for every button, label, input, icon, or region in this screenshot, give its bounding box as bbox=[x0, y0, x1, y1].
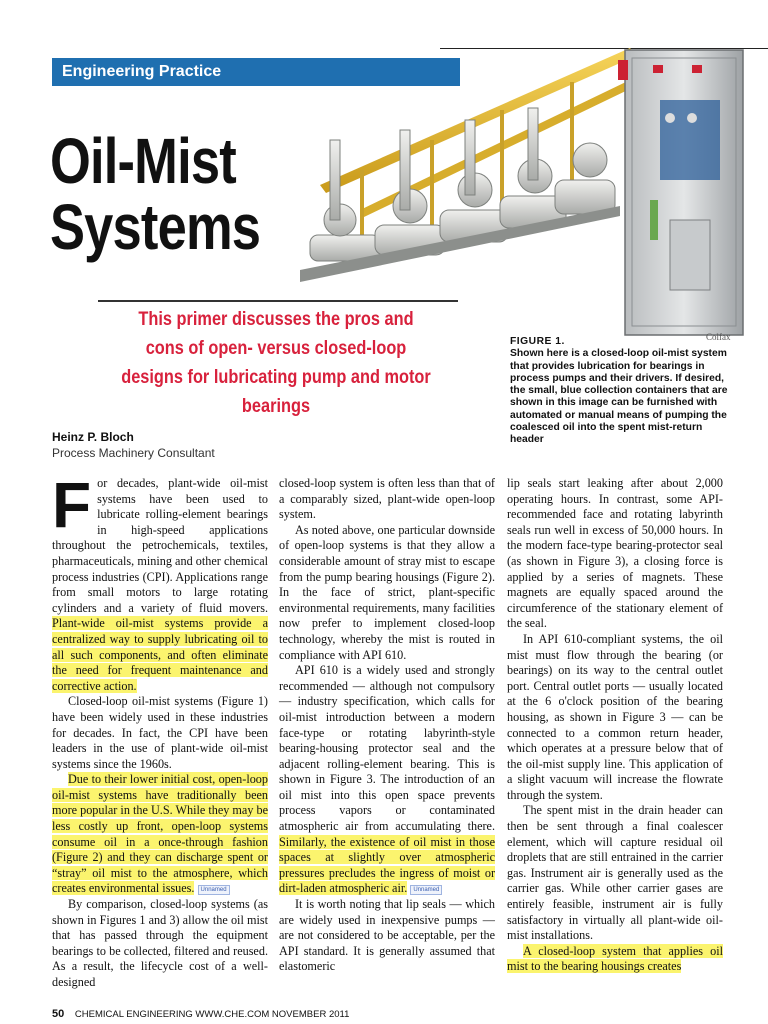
paragraph: By comparison, closed-loop systems (as shown in Figures 1 and 3) allow the oil mist that has passed through the equipment bearings to be collected, filtered and reused. As a result, the lifecycle cost of a well-designed bbox=[52, 897, 268, 989]
paragraph: It is worth noting that lip seals — which are widely used in inexpensive pumps — are not considered to be acceptable, per the API standard. It is generally assumed that elastomeric bbox=[279, 897, 495, 974]
paragraph: In API 610-compliant systems, the oil mist must flow through the bearing (or bearings) on its way to the central outlet port. Central outlet ports — usually located at the 6 o'clock position of the bearing housing, as shown in Figure 3 — can be connected to a common return header, which operates at a pressure below that of the oil-mist supply line. This application of a slight vacuum will increase the flowrate through the system. bbox=[507, 631, 723, 802]
paragraph-text: API 610 is a widely used and strongly recommended — although not compulsory — industry specification, which calls for oil-mist introduction between a modern face-type or rotating labyrinth-style bearing-housing protector seal and the adjacent rolling-element bearing. This is shown in Figure 3. The introduction of an oil mist into this open space prevents process vapors or contaminated atmospheric air from accumulating there. bbox=[279, 663, 495, 834]
page-footer bbox=[52, 1008, 349, 1020]
photo-credit: Colfax bbox=[706, 332, 731, 342]
paragraph bbox=[52, 772, 268, 897]
paragraph: The spent mist in the drain header can then be sent through a final coalescer element, which will capture residual oil droplets that are still entrained in the carrier gas. Instrument air is generally used as the carrier gas. While other carrier gases are entirely feasible, instrument air is fully satisfactory in virtually all plant-wide oil-mist installations. bbox=[507, 803, 723, 943]
figure-caption-text: Shown here is a closed-loop oil-mist system that provides lubrication for bearings in process pumps and their drivers. If desired, the small, blue collection containers that are shown in this image can be furnished with automated or manual means of pumping the coalesced oil into the spent mist-return header bbox=[510, 348, 728, 446]
annotation-note-tag[interactable]: Unnamed bbox=[198, 885, 230, 895]
paragraph: lip seals start leaking after about 2,000 operating hours. In contrast, some API-recommended face and rotating labyrinth seals run well in excess of 50,000 hours. In the modern face-type bearing-protector seal (as shown in Figure 3), a closing force is applied by a series of magnets. These magnets are equally spaced around the circumference of the stationary element of the seal. bbox=[507, 476, 723, 631]
highlighted-text: A closed-loop system that applies oil mist to the bearing housings creates bbox=[507, 943, 723, 974]
footer-text: CHEMICAL ENGINEERING WWW.CHE.COM NOVEMBER 2011 bbox=[74, 1009, 350, 1020]
text-column-3 bbox=[507, 476, 723, 975]
paragraph-text: or decades, plant-wide oil-mist systems have been used to lubricate rolling-element bearings in high-speed applications throughout the petrochemicals, textiles, pharmaceuticals, mining and other chemical process industries (CPI). Applications range from small motors to large rotating cylinders and a variety of fluid movers. bbox=[52, 476, 268, 615]
page-number: 50 bbox=[52, 1008, 65, 1020]
paragraph: closed-loop system is often less than that of a comparably sized, plant-wide open-loop system. bbox=[279, 476, 495, 522]
article-title-line-1: Oil-Mist bbox=[50, 125, 236, 197]
highlighted-text: Due to their lower initial cost, open-loop oil-mist systems have traditionally been more popular in the U.S. While they may be less costly up front, open-loop systems consume oil in a once-through fashion (Figure 2) and they can discharge spent or “stray” oil mist to the atmosphere, which creates environmental issues. bbox=[52, 772, 268, 896]
deck-rule bbox=[98, 300, 458, 302]
author-name: Heinz P. Bloch bbox=[52, 430, 134, 444]
highlighted-text: Plant-wide oil-mist systems provide a centralized way to supply lubricating oil to all such components, and often eliminate the need for frequent maintenance and corrective action. bbox=[52, 616, 268, 693]
paragraph bbox=[279, 663, 495, 897]
paragraph bbox=[507, 944, 723, 975]
text-column-2 bbox=[279, 476, 495, 975]
paragraph: Closed-loop oil-mist systems (Figure 1) have been widely used in these industries for decades. In fact, the CPI have been leaders in the use of plant-wide oil-mist systems since the 1960s. bbox=[52, 694, 268, 771]
drop-cap: F bbox=[52, 469, 92, 541]
annotation-note-tag[interactable]: Unnamed bbox=[410, 885, 442, 895]
byline bbox=[52, 430, 215, 460]
section-banner: Engineering Practice bbox=[52, 58, 460, 86]
article-title-line-2: Systems bbox=[50, 191, 261, 263]
paragraph: As noted above, one particular downside of open-loop systems is that they allow a considerable amount of stray mist to escape from the pump bearing housings (Figure 2). In the face of strict, plant-specific environmental requirements, many facilities now prefer to implement closed-loop technology, whereby the mist is routed in compliance with API 610. bbox=[279, 522, 495, 662]
text-column-1 bbox=[52, 469, 268, 991]
article-deck: This primer discusses the pros and cons of open- versus closed-loop designs for lubricating pump and motor bearings bbox=[121, 309, 431, 417]
article-title bbox=[50, 125, 261, 263]
author-affiliation: Process Machinery Consultant bbox=[52, 446, 215, 460]
highlighted-text: Similarly, the existence of oil mist in those spaces at slightly over atmospheric pressures precludes the ingress of moist or dirt-laden atmospheric air. bbox=[279, 834, 495, 896]
paragraph bbox=[52, 469, 268, 694]
figure-label: FIGURE 1. bbox=[510, 336, 565, 347]
figure-caption bbox=[510, 336, 730, 447]
